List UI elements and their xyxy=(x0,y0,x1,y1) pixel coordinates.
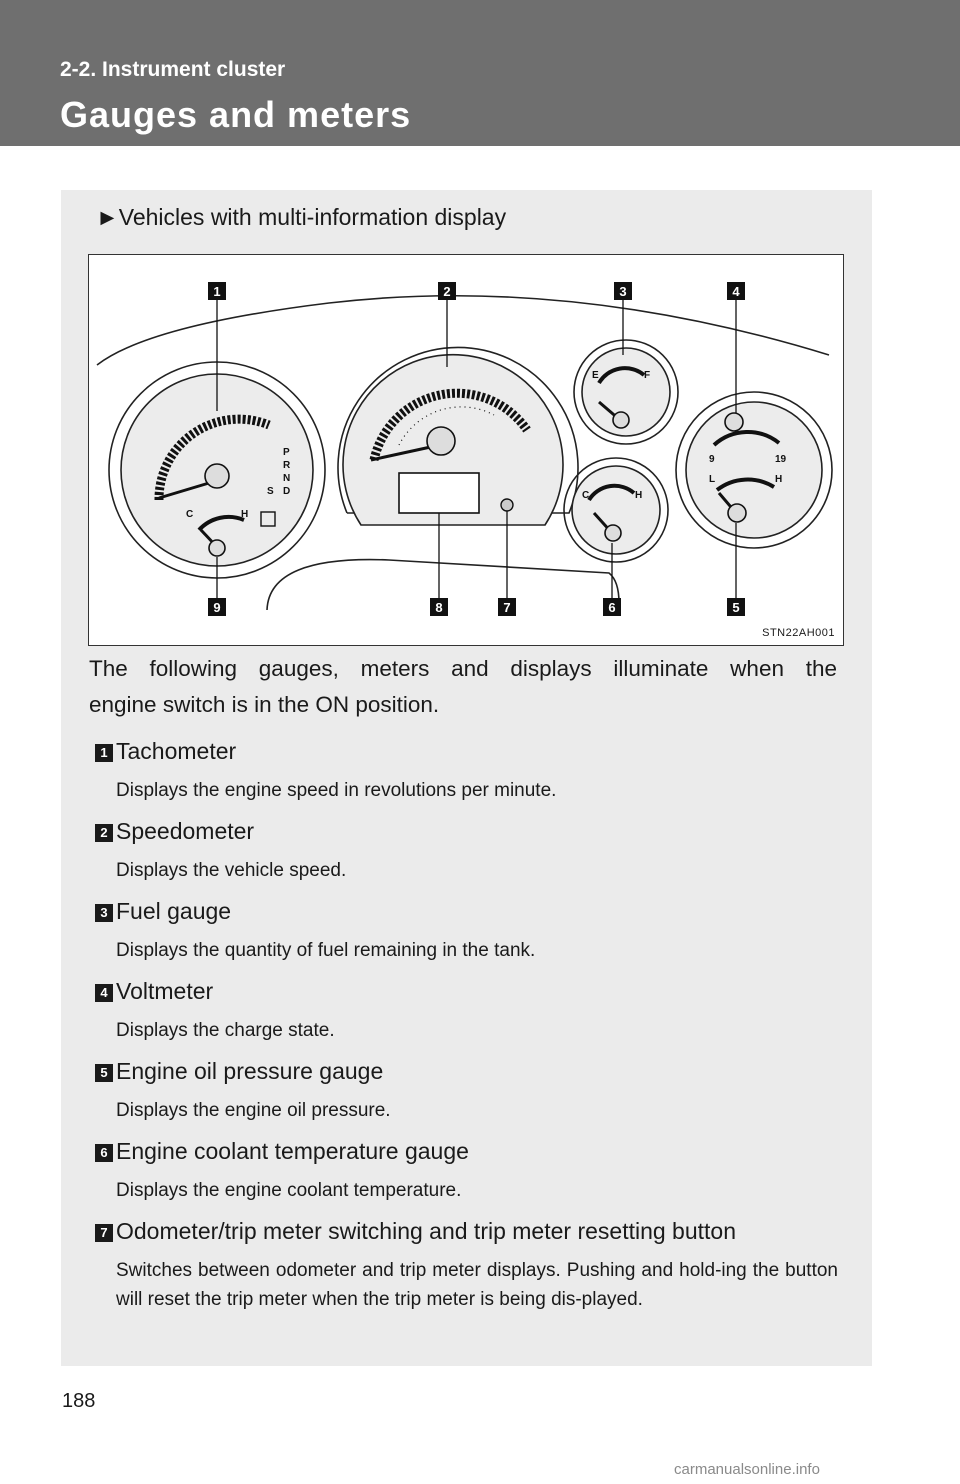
callout-4: 4 xyxy=(732,284,740,299)
multi-information-display xyxy=(399,473,479,513)
oil-low: L xyxy=(709,474,716,485)
item-description: Displays the engine oil pressure. xyxy=(116,1100,391,1121)
coolant-hub xyxy=(605,525,621,541)
callout-5: 5 xyxy=(732,600,740,615)
callout-1: 1 xyxy=(213,284,221,299)
page-header xyxy=(0,0,960,146)
item-title: Voltmeter xyxy=(116,978,214,1004)
trip-reset-button-icon xyxy=(501,499,513,511)
callout-3: 3 xyxy=(619,284,627,299)
intro-line-2: engine switch is in the ON position. xyxy=(89,692,440,717)
volt-low-tick: 9 xyxy=(709,454,715,465)
item-description: Displays the engine coolant temperature. xyxy=(116,1180,462,1201)
item-title: Engine coolant temperature gauge xyxy=(116,1138,469,1164)
volt-high-tick: 19 xyxy=(775,454,787,465)
cluster-illustration xyxy=(89,255,843,645)
callout-8: 8 xyxy=(435,600,443,615)
speedometer-hub xyxy=(427,427,455,455)
item-title: Speedometer xyxy=(116,818,255,844)
callout-9: 9 xyxy=(213,600,221,615)
intro-line-1: The following gauges, meters and displays illuminate when the xyxy=(89,656,837,681)
item-description: Displays the vehicle speed. xyxy=(116,860,347,881)
sport-letter: S xyxy=(267,486,274,497)
item-number: 7 xyxy=(95,1224,113,1242)
gear-letter-r: R xyxy=(283,460,291,471)
oil-high: H xyxy=(775,474,783,485)
item-title: Odometer/trip meter switching and trip meter resetting button xyxy=(116,1218,737,1244)
item-number: 4 xyxy=(95,984,113,1002)
item-description: Displays the quantity of fuel remaining in the tank. xyxy=(116,940,536,961)
item-description: Displays the engine speed in revolutions per minute. xyxy=(116,780,557,801)
gear-letter-p: P xyxy=(283,447,290,458)
volt-oil-face xyxy=(686,402,822,538)
fuel-full: F xyxy=(644,370,651,381)
item-description: Displays the charge state. xyxy=(116,1020,335,1041)
voltmeter-hub xyxy=(725,413,743,431)
coolant-hot: H xyxy=(635,490,643,501)
callout-2: 2 xyxy=(443,284,451,299)
tacho-temp-hub xyxy=(209,540,225,556)
watermark: carmanualsonline.info xyxy=(674,1461,820,1478)
tacho-temp-hot: H xyxy=(241,509,249,520)
item-number: 3 xyxy=(95,904,113,922)
fuel-empty: E xyxy=(592,370,599,381)
item-title: Engine oil pressure gauge xyxy=(116,1058,384,1084)
callout-7: 7 xyxy=(503,600,511,615)
section-label: 2-2. Instrument cluster xyxy=(60,58,286,81)
intro-paragraph xyxy=(89,651,837,723)
callout-6: 6 xyxy=(608,600,616,615)
coolant-cold: C xyxy=(582,490,590,501)
tachometer-hub xyxy=(205,464,229,488)
item-title: Tachometer xyxy=(116,738,237,764)
item-number: 1 xyxy=(95,744,113,762)
item-description: Switches between odometer and trip meter displays. Pushing and hold-ing the button will reset the trip meter when the trip meter is being dis-played. xyxy=(116,1260,838,1310)
gear-letter-d: D xyxy=(283,486,291,497)
item-number: 5 xyxy=(95,1064,113,1082)
variant-label: ►Vehicles with multi-information display xyxy=(96,204,507,230)
page-heading: Gauges and meters xyxy=(60,94,412,135)
gear-letter-n: N xyxy=(283,473,291,484)
instrument-cluster-figure xyxy=(88,254,844,646)
item-title: Fuel gauge xyxy=(116,898,232,924)
page-number: 188 xyxy=(62,1390,96,1412)
fuel-hub xyxy=(613,412,629,428)
oil-hub xyxy=(728,504,746,522)
figure-code: STN22AH001 xyxy=(762,627,835,639)
item-number: 2 xyxy=(95,824,113,842)
item-number: 6 xyxy=(95,1144,113,1162)
tacho-temp-cold: C xyxy=(186,509,194,520)
